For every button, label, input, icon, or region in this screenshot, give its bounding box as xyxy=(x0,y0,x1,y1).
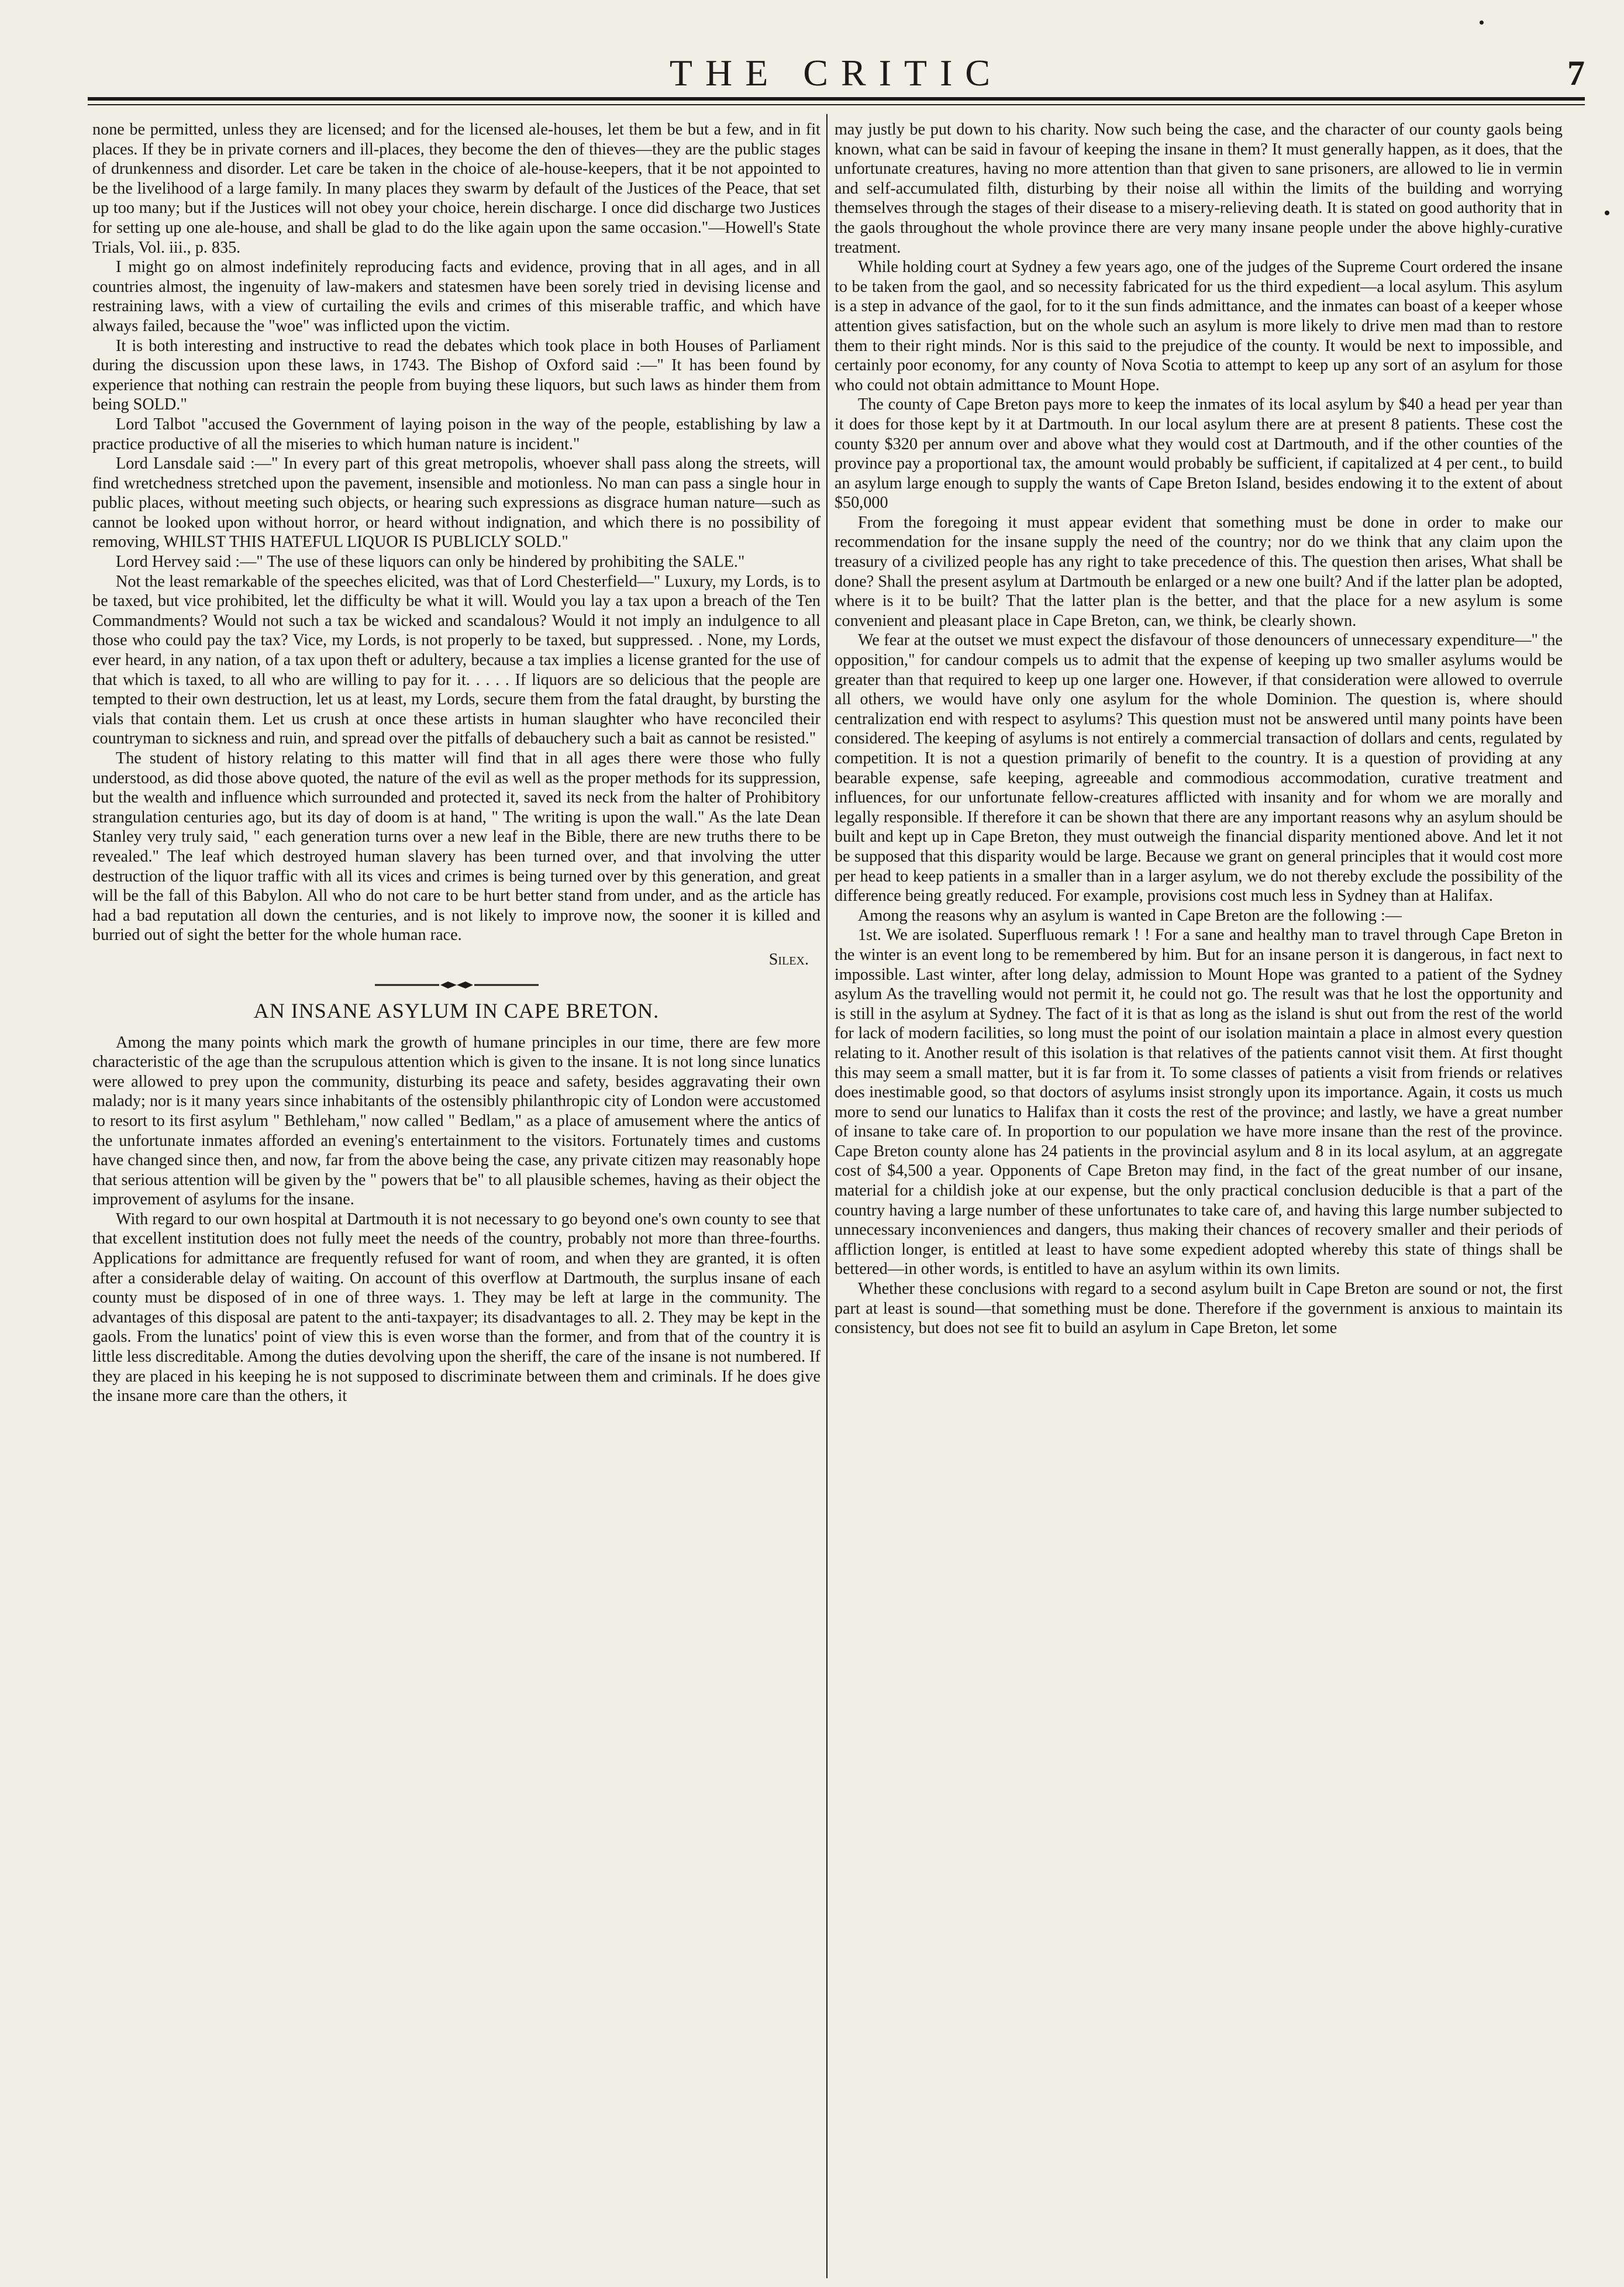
paragraph: Among the reasons why an asylum is wanted in Cape Breton are the following :— xyxy=(858,906,1402,925)
column-divider xyxy=(826,114,827,2278)
left-column xyxy=(92,120,820,2272)
header-rule-thick xyxy=(88,97,1585,101)
header-rule-thin xyxy=(88,104,1585,105)
masthead-title: THE CRITIC xyxy=(669,52,1004,94)
page-header xyxy=(88,50,1585,97)
ornament-divider xyxy=(375,980,539,990)
paragraph: may justly be put down to his charity. Now such being the case, and the character of our county gaols being known, what can be said in favour of keeping the insane in them? It must generally happen, as it does, that the unfortunate creatures, having no more attention than that given to sane prisoners, are allowed to lie in vermin and self-accumulated filth, disturbing by their noise all within the limits of the building and worrying themselves through the stages of their disease to a misery-relieving death. It is stated on good authority that in the gaols throughout the whole province there are very many insane people under the above highly-curative treatment. xyxy=(835,120,1563,257)
paragraph: Whether these conclusions with regard to a second asylum built in Cape Breton are sound or not, the first part at least is sound—that something must be done. Therefore if the government is anxious to maintain its consistency, but does not see fit to build an asylum in Cape Breton, let some xyxy=(835,1280,1563,1338)
paragraph: The student of history relating to this matter will find that in all ages there were those who fully understood, as did those above quoted, the nature of the evil as well as the proper methods for its suppression, but the wealth and influence which surrounded and protected it, saved its neck from the halter of Prohibitory strangulation centuries ago, but its day of doom is at hand, " The writing is upon the wall." As the late Dean Stanley very truly said, " each generation turns over a new leaf in the Bible, there are new truths there to be revealed." The leaf which destroyed human slavery has been turned over, and that involving the utter destruction of the liquor traffic with all its vices and crimes is being turned over by this generation, and great will be the fall of this Babylon. All who do not care to be hurt better stand from under, and as the article has had a bad reputation all down the centuries, and is not likely to improve now, the sooner it is killed and burried out of sight the better for the whole human race. xyxy=(92,749,820,945)
signature: Silex. xyxy=(768,950,809,969)
paragraph: none be permitted, unless they are licensed; and for the licensed ale-houses, let them be but a few, and in fit places. If they be in private corners and ill-places, they become the den of thieves—they are the public stages of drunkenness and disorder. Let care be taken in the choice of ale-house-keepers, that it be not appointed to be the livelihood of a large family. In many places they swarm by default of the Justices of the Peace, that set up too many; but if the Justices will not obey your choice, herein discharge. I once did discharge two Justices for setting up one ale-house, and shall be glad to do the like again upon the same occasion."—Howell's State Trials, Vol. iii., p. 835. xyxy=(92,120,820,257)
paragraph: Lord Talbot "accused the Government of laying poison in the way of the people, establishing by law a practice productive of all the miseries to which human nature is incident." xyxy=(92,415,820,453)
page-number: 7 xyxy=(1567,54,1585,92)
paragraph: With regard to our own hospital at Dartmouth it is not necessary to go beyond one's own county to see that that excellent institution does not fully meet the needs of the country, probably not more than three-fourths. Applications for admittance are frequently refused for want of room, and when they are granted, it is often after a considerable delay of waiting. On account of this overflow at Dartmouth, the surplus insane of each county must be disposed of in one of three ways. 1. They may be left at large in the community. The advantages of this disposal are patent to the anti-taxpayer; its disadvantages to all. 2. They may be kept in the gaols. From the lunatics' point of view this is even worse than the former, and from that of the country it is little less discreditable. Among the duties devolving upon the sheriff, the care of the insane is not numbered. If they are placed in his keeping he is not supposed to discriminate between them and criminals. If he does give the insane more care than the others, it xyxy=(92,1210,820,1406)
right-column xyxy=(835,120,1563,2272)
paragraph: While holding court at Sydney a few years ago, one of the judges of the Supreme Court ordered the insane to be taken from the gaol, and so necessity fabricated for us the third expedient—a local asylum. This asylum is a step in advance of the gaol, for to it the sun finds admittance, and the inmates can boast of a keeper whose attention gives satisfaction, but on the whole such an asylum is more likely to drive men mad than to restore them to their right minds. Nor is this said to the prejudice of the county. It would be next to impossible, and certainly poor economy, for any county of Nova Scotia to attempt to keep up any sort of an asylum for those who could not obtain admittance to Mount Hope. xyxy=(835,258,1563,394)
margin-dot xyxy=(1605,211,1609,215)
paragraph: The county of Cape Breton pays more to keep the inmates of its local asylum by $40 a head per year than it does for those kept by it at Dartmouth. In our local asylum there are at present 8 patients. These cost the county $320 per annum over and above what they would cost at Dartmouth, and if the other counties of the province pay a proportional tax, the amount would probably be sufficient, if capitalized at 4 per cent., to build an asylum large enough to supply the wants of Cape Breton Island, besides endowing it to the extent of about $50,000 xyxy=(835,395,1563,512)
paragraph: I might go on almost indefinitely reproducing facts and evidence, proving that in all ages, and in all countries almost, the ingenuity of law-makers and statesmen have been sorely tried in devising license and restraining laws, with a view of curtailing the evils and crimes of this miserable traffic, and which have always failed, because the "woe" was inflicted upon the victim. xyxy=(92,258,820,335)
paragraph: Lord Lansdale said :—" In every part of this great metropolis, whoever shall pass along the streets, will find wretchedness stretched upon the pavement, insensible and motionless. No man can pass a single hour in public places, without meeting such objects, or hearing such expressions as disgrace human nature—such as cannot be looked upon without horror, or heard without indignation, and which there is no possibility of removing, WHILST THIS HATEFUL LIQUOR IS PUBLICLY SOLD." xyxy=(92,454,820,552)
article-title: AN INSANE ASYLUM IN CAPE BRETON. xyxy=(253,998,660,1022)
paragraph: Among the many points which mark the growth of humane principles in our time, there are few more characteristic of the age than the scrupulous attention which is given to the insane. It is not long since lunatics were allowed to prey upon the community, disturbing its peace and safety, besides aggravating their own malady; nor is it many years since inhabitants of the ostensibly philanthropic city of London were accustomed to resort to its first asylum " Bethleham," now called " Bedlam," as a place of amusement where the antics of the unfortunate inmates afforded an evening's entertainment to the visitors. Fortunately times and customs have changed since then, and now, far from the above being the case, any private citizen may reasonably hope that serious attention will be given by the " powers that be" to all plausible schemes, having as their object the improvement of asylums for the insane. xyxy=(92,1033,820,1209)
paragraph: Not the least remarkable of the speeches elicited, was that of Lord Chesterfield—" Luxury, my Lords, is to be taxed, but vice prohibited, let the difficulty be what it will. Would you lay a tax upon a breach of the Ten Commandments? Would not such a tax be wicked and scandalous? Would it not imply an indulgence to all those who could pay the tax? Vice, my Lords, is not properly to be taxed, but suppressed. . None, my Lords, ever heard, in any nation, of a tax upon theft or adultery, because a tax implies a license granted for the use of that which is taxed, to all who are willing to pay for it. . . . . If liquors are so delicious that the people are tempted to their own destruction, let us at least, my Lords, secure them from the fatal draught, by bursting the vials that contain them. Let us crush at once these artists in human slaughter who have reconciled their countryman to sickness and ruin, and spread over the pitfalls of debauchery such a bait as cannot be resisted." xyxy=(92,572,820,748)
paragraph: We fear at the outset we must expect the disfavour of those denouncers of unnecessary expenditure—" the opposition," for candour compels us to admit that the expense of keeping up two smaller asylums would be greater than that required to keep up one larger one. However, if that consideration were allowed to overrule all others, we would have only one asylum for the whole Dominion. The question is, where should centralization end with respect to asylums? This question must not be answered until many points have been considered. The keeping of asylums is not entirely a commercial transaction of dollars and cents, regulated by competition. It is not a question primarily of benefit to the country. It is a question of providing at any bearable expense, safe keeping, agreeable and commodious accommodation, curative treatment and influences, for our unfortunate fellow-creatures afflicted with insanity and for whom we are morally and legally responsible. If therefore it can be shown that there are any important reasons why an asylum should be built and kept up in Cape Breton, they must outweigh the financial disparity mentioned above. And let it not be supposed that this disparity would be large. Because we grant on general principles that it would cost more per head to keep patients in a smaller than in a larger asylum, we do not thereby exclude the possibility of the difference being greatly reduced. For example, provisions cost much less in Sydney than at Halifax. xyxy=(835,631,1563,905)
ink-speck xyxy=(1480,20,1484,25)
paragraph: It is both interesting and instructive to read the debates which took place in both Houses of Parliament during the discussion upon these laws, in 1743. The Bishop of Oxford said :—" It has been found by experience that nothing can restrain the people from buying these liquors, but such laws as hinder them from being SOLD." xyxy=(92,336,820,414)
paragraph: From the foregoing it must appear evident that something must be done in order to make our recommendation for the insane supply the need of the country; nor do we think that any claim upon the treasury of a civilized people has any right to take precedence of this. The question then arises, What shall be done? Shall the present asylum at Dartmouth be enlarged or a new one built? And if the latter plan be adopted, where is it to be built? That the latter plan is the better, and that the place for a new asylum is some convenient and pleasant place in Cape Breton, can, we think, be clearly shown. xyxy=(835,513,1563,630)
paragraph: Lord Hervey said :—" The use of these liquors can only be hindered by prohibiting the SALE." xyxy=(116,553,745,571)
paragraph: 1st. We are isolated. Superfluous remark ! ! For a sane and healthy man to travel through Cape Breton in the winter is an event long to be remembered by him. But for an insane person it is dangerous, in fact next to impossible. Last winter, after long delay, admission to Mount Hope was granted to a patient of the Sydney asylum As the travelling would not permit it, he could not go. The result was that he lost the opportunity and is still in the asylum at Sydney. The fact of it is that as long as the island is shut out from the rest of the world for lack of modern facilities, so long must the point of our isolation maintain a place in almost every question relating to it. Another result of this isolation is that relatives of the patients cannot visit them. At first thought this may seem a small matter, but it is far from it. To some classes of patients a visit from friends or relatives does inestimable good, so that doctors of asylums insist strongly upon its importance. Again, it costs us much more to send our lunatics to Halifax than it costs the rest of the province; and lastly, we have a great number of insane to take care of. In proportion to our population we have more insane than the rest of the province. Cape Breton county alone has 24 patients in the provincial asylum and 8 in its local asylum, at an aggregate cost of $4,500 a year. Opponents of Cape Breton may find, in the fact of the great number of our insane, material for a childish joke at our expense, but the only practical conclusion deducible is that a part of the country having a large number of these unfortunates to take care of, and having this large number subjected to unnecessary inconveniences and dangers, thus making their chances of recovery smaller and their periods of affliction longer, is entitled at least to have some expedient adopted whereby this state of things shall be bettered—in other words, is entitled to have an asylum within its own limits. xyxy=(835,926,1563,1279)
